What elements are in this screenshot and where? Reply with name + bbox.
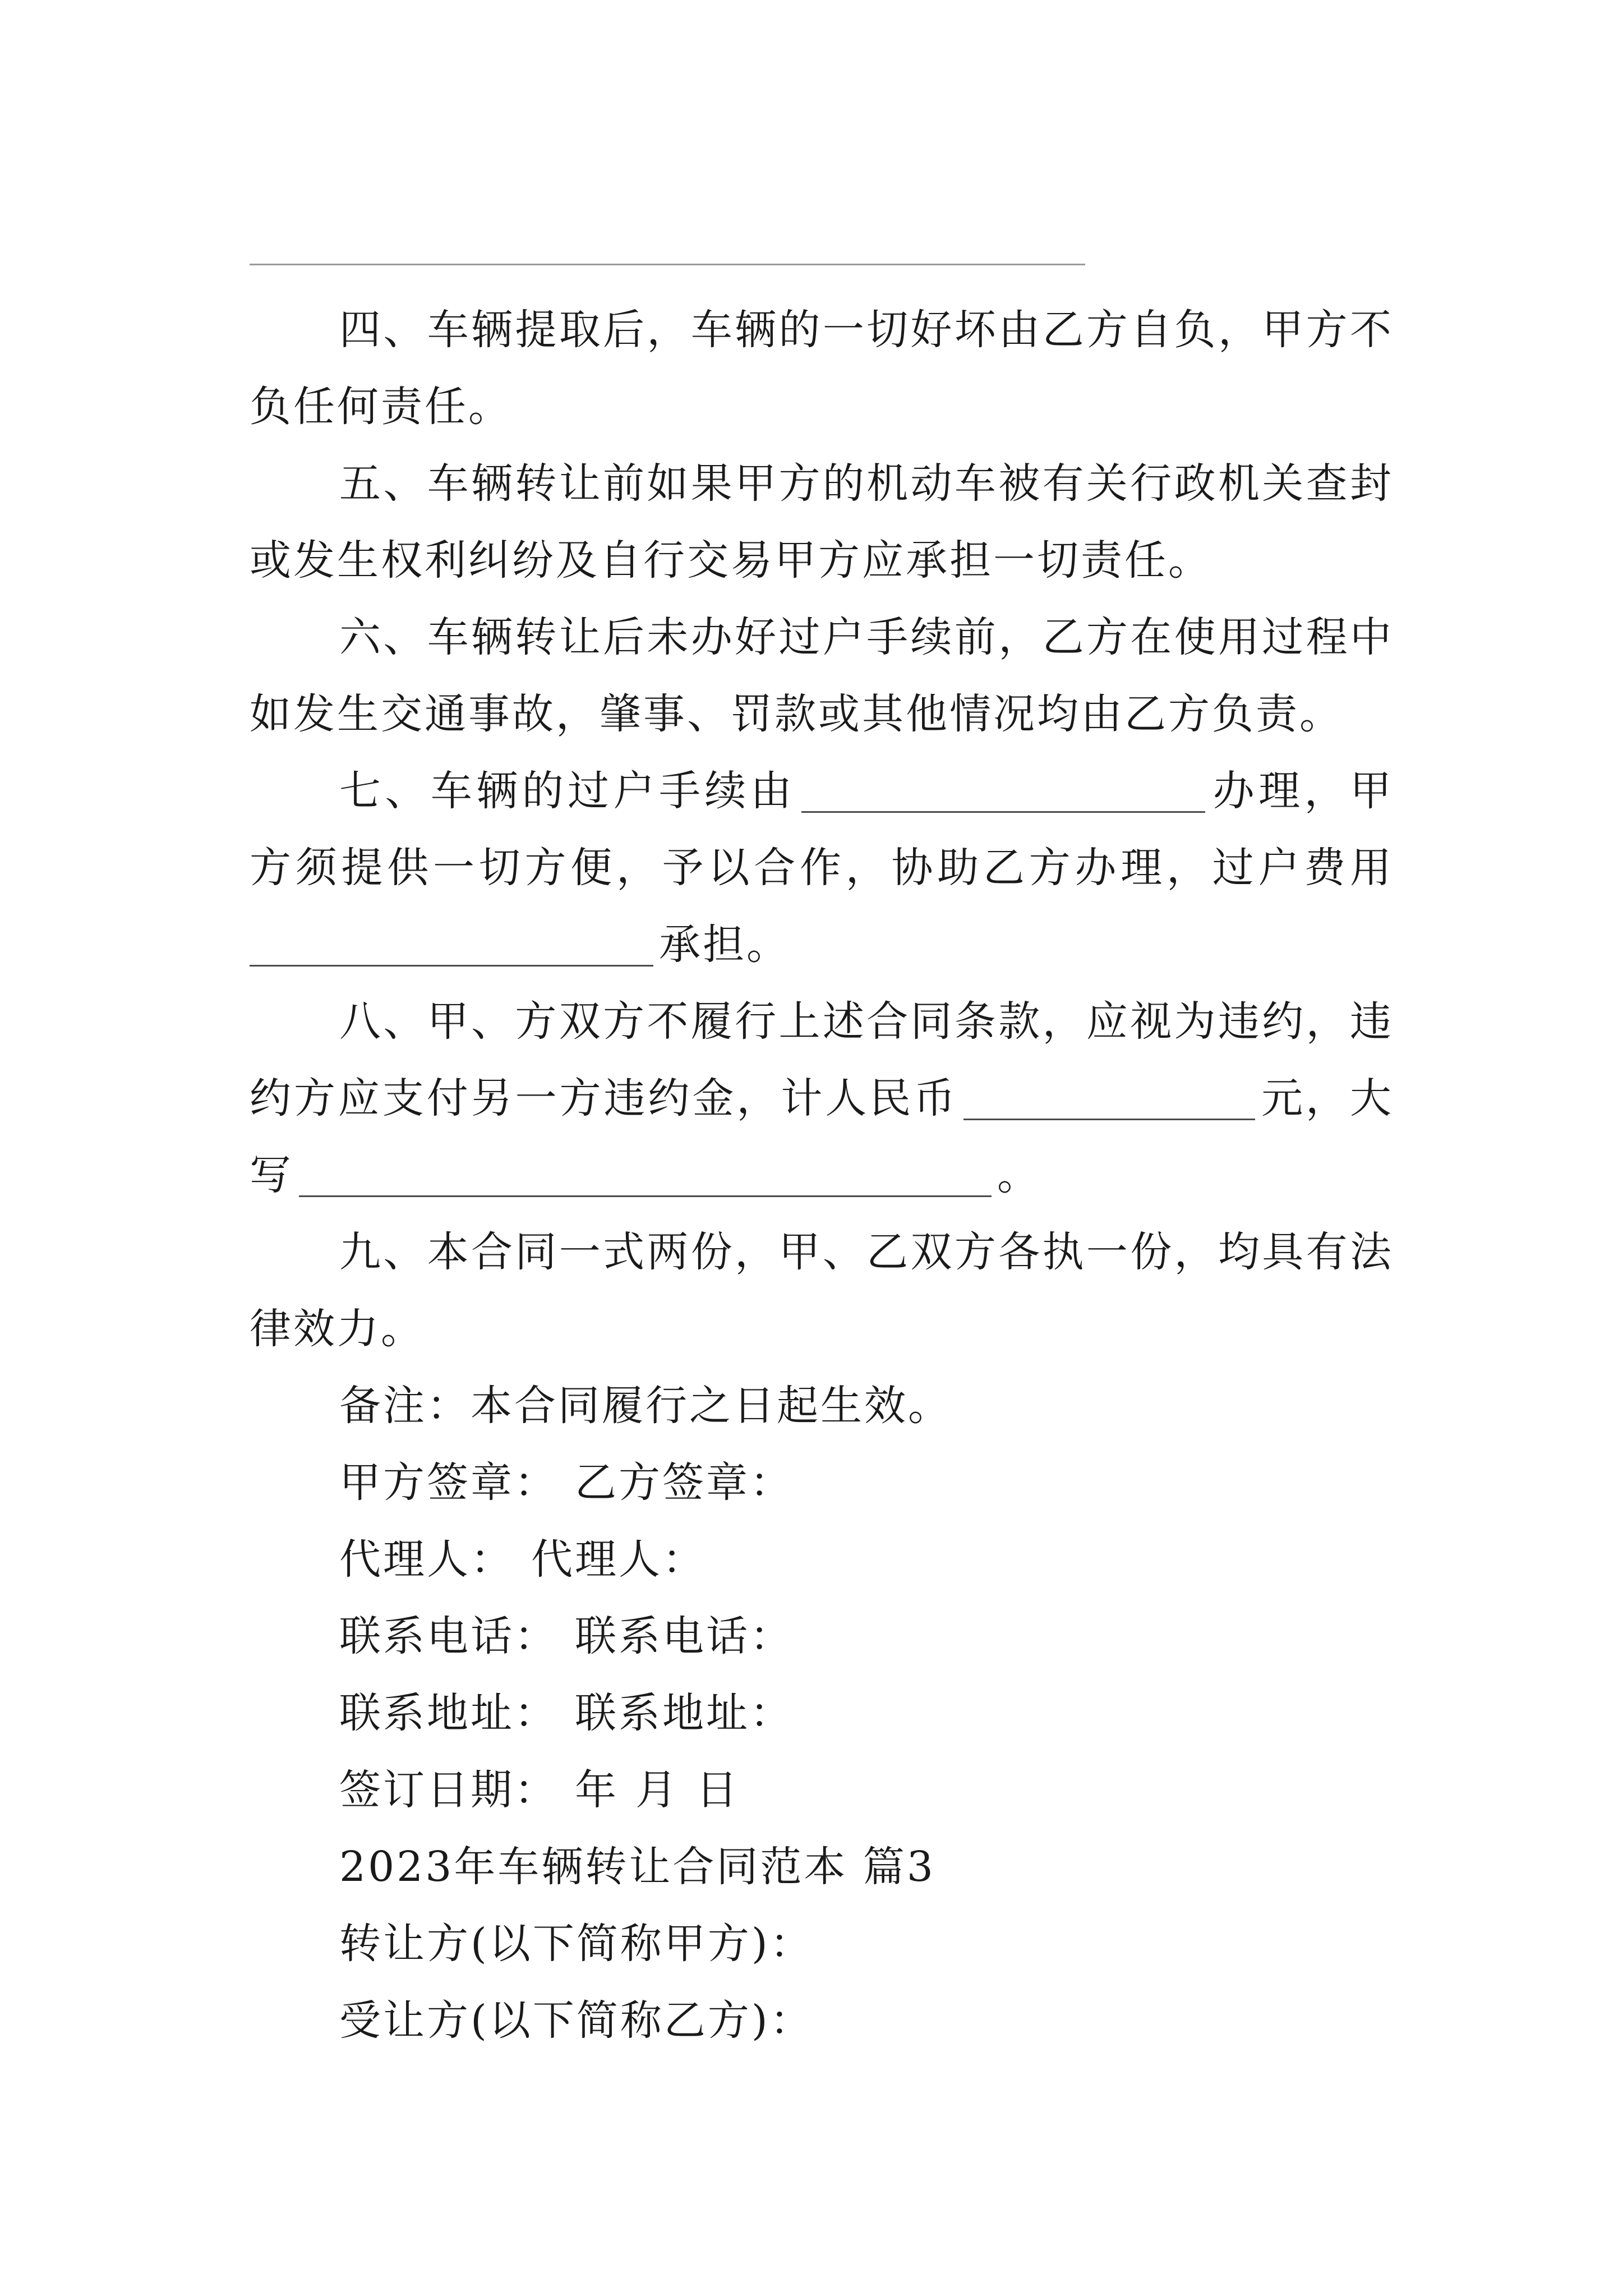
party-b-phone-label: 联系电话： [575,1612,794,1660]
clause-7 [250,753,1394,983]
sign-date-line [250,1752,1394,1829]
section-title: 2023年车辆转让合同范本 篇3 [339,1843,935,1891]
date-month-label: 月 [635,1766,679,1814]
party-a-signature-label: 甲方签章： [339,1458,558,1507]
penalty-amount-uppercase-blank [299,1151,992,1197]
party-b-agent-label: 代理人： [531,1535,706,1584]
phone-line [250,1598,1394,1675]
clause-8-text-3: 。 [997,1151,1041,1199]
clause-8-text-1: 八、甲、方双方不履行上述合同条款，应视为违约，违约方应支付另一方违约金，计人民币 [250,997,1394,1122]
note-line: 备注：本合同履行之日起生效。 [339,1382,952,1430]
clause-7-text-1: 七、车辆的过户手续由 [339,767,796,815]
transferor-line: 转让方(以下简称甲方)： [339,1920,814,1968]
party-a-phone-label: 联系电话： [339,1612,558,1660]
party-b-address-label: 联系地址： [575,1689,794,1737]
date-day-label: 日 [696,1766,740,1814]
transfer-fee-payer-blank [250,920,653,967]
party-a-address-label: 联系地址： [339,1689,558,1737]
transfer-handler-blank [801,766,1205,813]
party-b-signature-label: 乙方签章： [575,1458,794,1507]
clause-5: 五、车辆转让前如果甲方的机动车被有关行政机关查封或发生权利纠纷及自行交易甲方应承担一切责任。 [250,459,1394,585]
agent-line [250,1521,1394,1598]
clause-7-text-2: 办理，甲方须提供一切方便，予以合作，协助乙方办理，过户费用 [250,767,1394,892]
contract-body [250,292,1394,2059]
penalty-amount-blank [963,1074,1255,1120]
sign-date-label: 签订日期： [339,1766,558,1814]
address-line [250,1675,1394,1752]
clause-4: 四、车辆提取后，车辆的一切好坏由乙方自负，甲方不负任何责任。 [250,306,1394,431]
date-year-label: 年 [575,1766,619,1814]
clause-7-text-3: 承担。 [659,921,790,969]
transferee-line: 受让方(以下简称乙方)： [339,1996,814,2045]
clause-6: 六、车辆转让后未办好过户手续前，乙方在使用过程中如发生交通事故，肇事、罚款或其他情况均由乙方负责。 [250,613,1394,738]
party-a-agent-label: 代理人： [339,1535,514,1584]
top-divider [250,264,1085,265]
signature-line [250,1444,1394,1521]
clause-8-text-2: 元，大写 [250,1074,1394,1199]
clause-8 [250,983,1394,1214]
clause-9: 九、本合同一式两份，甲、乙双方各执一份，均具有法律效力。 [250,1228,1394,1353]
